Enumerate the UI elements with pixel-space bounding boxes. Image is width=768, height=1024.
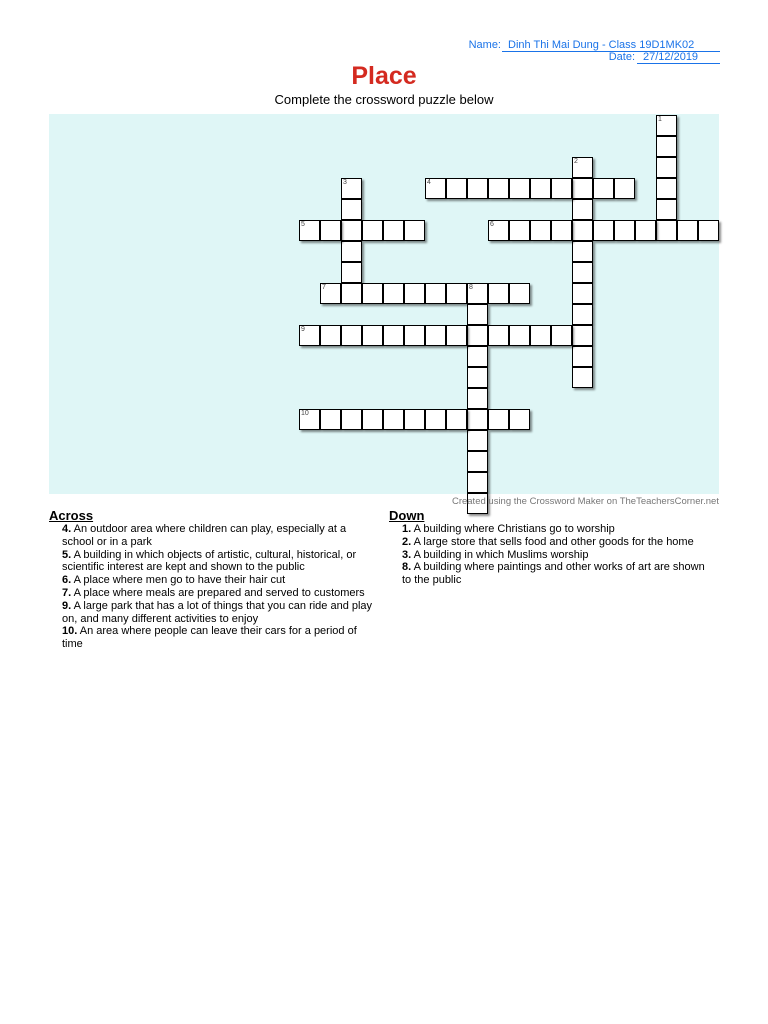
down-clue: 8. A building where paintings and other works of art are shown to the public (402, 561, 705, 587)
crossword-cell[interactable] (656, 178, 677, 199)
across-list (49, 523, 379, 651)
date-value: 27/12/2019 (637, 51, 720, 64)
crossword-cell[interactable] (593, 178, 614, 199)
crossword-cell[interactable] (572, 262, 593, 283)
credit-text: Created using the Crossword Maker on TheTeachersCorner.net (451, 496, 719, 507)
crossword-cell[interactable] (614, 178, 635, 199)
down-clue: 2. A large store that sells food and other goods for the home (402, 535, 694, 548)
crossword-cell[interactable] (425, 325, 446, 346)
crossword-cell[interactable] (383, 220, 404, 241)
across-clue: 4. An outdoor area where children can play, especially at a school or in a park (62, 523, 347, 548)
crossword-cell[interactable] (446, 409, 467, 430)
crossword-cell[interactable] (467, 367, 488, 388)
crossword-cell[interactable] (509, 220, 530, 241)
crossword-cell[interactable] (488, 409, 509, 430)
cell-number: 8 (469, 284, 473, 291)
crossword-cell[interactable] (572, 178, 593, 199)
crossword-cell[interactable] (446, 178, 467, 199)
cell-number: 6 (490, 221, 494, 228)
page-title: Place (351, 62, 417, 90)
crossword-cell[interactable] (572, 283, 593, 304)
crossword-cell[interactable] (404, 409, 425, 430)
down-clue: 1. A building where Christians go to worship (402, 523, 615, 535)
cell-number: 10 (301, 410, 309, 417)
crossword-cell[interactable] (467, 472, 488, 493)
crossword-cell[interactable] (467, 325, 488, 346)
across-clue: 10. An area where people can leave their cars for a period of time (62, 625, 357, 651)
down-clues (389, 508, 709, 587)
crossword-cell[interactable] (446, 283, 467, 304)
crossword-cell[interactable] (656, 220, 677, 241)
crossword-cell[interactable] (572, 367, 593, 388)
crossword-cell[interactable] (656, 157, 677, 178)
cell-number: 9 (301, 326, 305, 333)
crossword-cell[interactable] (488, 178, 509, 199)
cell-number: 7 (322, 284, 326, 291)
across-clue: 6. A place where men go to have their hair cut (62, 574, 286, 587)
crossword-cell[interactable] (425, 283, 446, 304)
crossword-cell[interactable] (530, 325, 551, 346)
crossword-cell[interactable] (530, 178, 551, 199)
crossword-cell[interactable] (572, 304, 593, 325)
crossword-cell[interactable] (341, 409, 362, 430)
crossword-cell[interactable] (572, 241, 593, 262)
crossword-cell[interactable] (467, 346, 488, 367)
name-label: Name: (468, 39, 501, 51)
crossword-cell[interactable] (467, 283, 488, 304)
down-heading: Down (389, 508, 425, 523)
page-subtitle: Complete the crossword puzzle below (274, 92, 494, 107)
crossword-cell[interactable] (467, 388, 488, 409)
crossword-cell[interactable] (425, 409, 446, 430)
across-clues (49, 508, 379, 651)
crossword-cell[interactable] (362, 283, 383, 304)
crossword-cell[interactable] (341, 199, 362, 220)
across-clue: 5. A building in which objects of artistic, cultural, historical, or scientific interest are kept and shown to the public (62, 548, 357, 574)
crossword-cell[interactable] (404, 283, 425, 304)
crossword-cell[interactable] (488, 283, 509, 304)
crossword-cell[interactable] (299, 409, 320, 430)
crossword-cell[interactable] (698, 220, 719, 241)
crossword-grid (49, 114, 719, 494)
crossword-cell[interactable] (509, 409, 530, 430)
down-clue: 3. A building in which Muslims worship (402, 548, 589, 561)
crossword-cell[interactable] (383, 283, 404, 304)
crossword-cell[interactable] (593, 220, 614, 241)
crossword-cell[interactable] (656, 136, 677, 157)
crossword-cell[interactable] (467, 304, 488, 325)
crossword-cell[interactable] (299, 220, 320, 241)
crossword-cell[interactable] (551, 220, 572, 241)
crossword-cell[interactable] (320, 325, 341, 346)
crossword-cell[interactable] (572, 325, 593, 346)
cell-number: 2 (574, 158, 578, 165)
crossword-cell[interactable] (551, 325, 572, 346)
crossword-cell[interactable] (341, 178, 362, 199)
crossword-cell[interactable] (299, 325, 320, 346)
crossword-cell[interactable] (467, 451, 488, 472)
across-heading: Across (49, 508, 94, 523)
crossword-cell[interactable] (614, 220, 635, 241)
crossword-cell[interactable] (572, 157, 593, 178)
crossword-cell[interactable] (488, 325, 509, 346)
crossword-cell[interactable] (509, 283, 530, 304)
crossword-cell[interactable] (383, 325, 404, 346)
crossword-cell[interactable] (362, 220, 383, 241)
crossword-cell[interactable] (404, 220, 425, 241)
crossword-cell[interactable] (467, 409, 488, 430)
crossword-cell[interactable] (509, 325, 530, 346)
down-list (389, 523, 709, 587)
crossword-cell[interactable] (677, 220, 698, 241)
cell-number: 1 (658, 116, 662, 123)
name-value: Dinh Thi Mai Dung - Class 19D1MK02 (502, 39, 720, 52)
across-clue: 9. A large park that has a lot of things that you can ride and play on, and many different activities to enjoy (62, 599, 373, 625)
crossword-cell[interactable] (404, 325, 425, 346)
crossword-cell[interactable] (320, 283, 341, 304)
crossword-cell[interactable] (446, 325, 467, 346)
crossword-cell[interactable] (425, 178, 446, 199)
crossword-cell[interactable] (572, 220, 593, 241)
date-label: Date: (608, 51, 635, 63)
crossword-cell[interactable] (341, 283, 362, 304)
crossword-cell[interactable] (320, 409, 341, 430)
crossword-cell[interactable] (341, 220, 362, 241)
crossword-cell[interactable] (572, 346, 593, 367)
cell-number: 4 (427, 179, 431, 186)
crossword-cell[interactable] (341, 241, 362, 262)
crossword-cell[interactable] (656, 115, 677, 136)
crossword-cell[interactable] (551, 178, 572, 199)
crossword-cell[interactable] (509, 178, 530, 199)
crossword-cell[interactable] (362, 325, 383, 346)
across-clue: 7. A place where meals are prepared and served to customers (62, 586, 365, 599)
crossword-cell[interactable] (572, 199, 593, 220)
cell-number: 3 (343, 179, 347, 186)
crossword-cell[interactable] (467, 430, 488, 451)
crossword-cell[interactable] (383, 409, 404, 430)
crossword-cell[interactable] (362, 409, 383, 430)
crossword-cell[interactable] (635, 220, 656, 241)
crossword-cell[interactable] (320, 220, 341, 241)
crossword-cell[interactable] (488, 220, 509, 241)
crossword-cell[interactable] (656, 199, 677, 220)
crossword-cell[interactable] (341, 262, 362, 283)
crossword-cell[interactable] (467, 178, 488, 199)
crossword-cell[interactable] (530, 220, 551, 241)
cell-number: 5 (301, 221, 305, 228)
crossword-cell[interactable] (341, 325, 362, 346)
